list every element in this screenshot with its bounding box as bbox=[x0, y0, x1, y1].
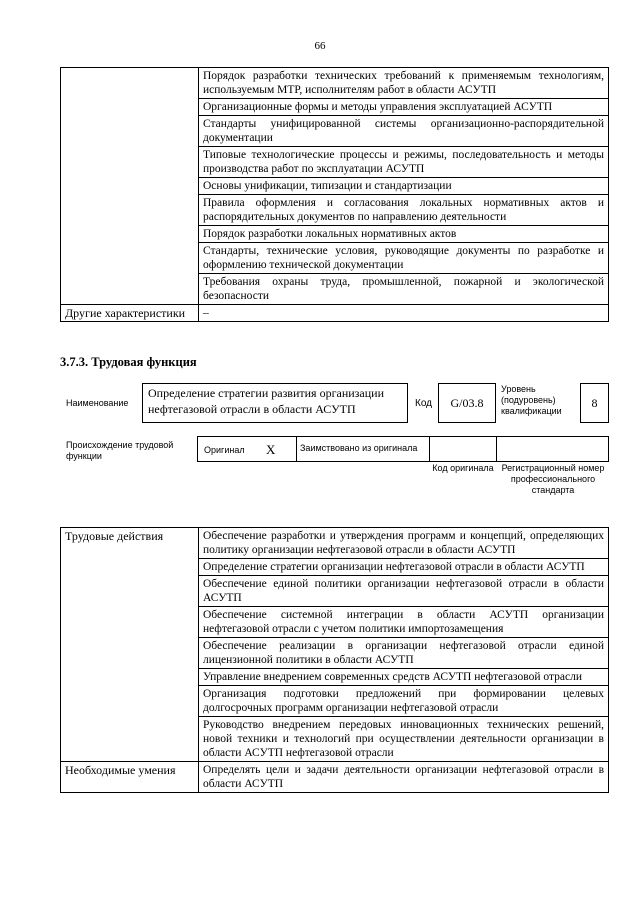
level-value: 8 bbox=[580, 383, 609, 423]
knowledge-item: Порядок разработки технических требований к применяемым технологиям, используемым МТР, исполнителям работ в области АСУТП bbox=[199, 68, 609, 99]
knowledge-item: Стандарты унифицированной системы организационно-распорядительной документации bbox=[199, 116, 609, 147]
code-value: G/03.8 bbox=[438, 383, 496, 423]
skill-item: Определять цели и задачи деятельности организации нефтегазовой отрасли в области АСУТП bbox=[199, 762, 609, 793]
code-label: Код bbox=[415, 398, 433, 409]
original-mark: X bbox=[266, 442, 276, 457]
action-item: Обеспечение единой политики организации нефтегазовой отрасли в области АСУТП bbox=[199, 576, 609, 607]
knowledge-item: Типовые технологические процессы и режимы, последовательность и методы производства работ по эксплуатации АСУТП bbox=[199, 147, 609, 178]
original-label: Оригинал bbox=[204, 445, 245, 455]
knowledge-item: Правила оформления и согласования локальных нормативных актов и распорядительных документов по направлению деятельности bbox=[199, 195, 609, 226]
reg-caption: Регистрационный номер профессионального стандарта bbox=[501, 463, 605, 495]
borrowed-label: Заимствовано из оригинала bbox=[300, 443, 418, 453]
original-cell bbox=[197, 436, 297, 462]
knowledge-item: Организационные формы и методы управления эксплуатацией АСУТП bbox=[199, 99, 609, 116]
knowledge-table bbox=[60, 67, 609, 322]
section-heading: 3.7.3. Трудовая функция bbox=[60, 355, 197, 369]
knowledge-item: Основы унификации, типизации и стандартизации bbox=[199, 178, 609, 195]
knowledge-row bbox=[61, 68, 609, 99]
name-label: Наименование bbox=[66, 398, 129, 408]
action-item: Обеспечение системной интеграции в области АСУТП организации нефтегазовой отрасли с учетом политики импортозамещения bbox=[199, 607, 609, 638]
labor-function-table bbox=[60, 527, 609, 793]
action-item: Обеспечение разработки и утверждения программ и концепций, определяющих политику организации нефтегазовой отрасли в области АСУТП bbox=[199, 528, 609, 559]
skills-label: Необходимые умения bbox=[61, 762, 199, 793]
actions-label: Трудовые действия bbox=[61, 528, 199, 762]
action-item: Обеспечение реализации в организации нефтегазовой отрасли единой лицензионной политики в области АСУТП bbox=[199, 638, 609, 669]
name-value: Определение стратегии развития организации нефтегазовой отрасли в области АСУТП bbox=[142, 383, 408, 423]
action-item: Определение стратегии организации нефтегазовой отрасли в области АСУТП bbox=[199, 559, 609, 576]
origin-reg-cell bbox=[496, 436, 609, 462]
origin-label: Происхождение трудовой функции bbox=[66, 440, 174, 461]
other-value: – bbox=[199, 305, 609, 322]
knowledge-item: Стандарты, технические условия, руководящие документы по разработке и оформлению технической документации bbox=[199, 243, 609, 274]
origin-code-cell bbox=[429, 436, 497, 462]
knowledge-item: Порядок разработки локальных нормативных актов bbox=[199, 226, 609, 243]
other-label: Другие характеристики bbox=[61, 305, 199, 322]
action-item: Организация подготовки предложений при формировании целевых долгосрочных программ организации нефтегазовой отрасли bbox=[199, 686, 609, 717]
action-item: Руководство внедрением передовых инновационных технических решений, новой техники и технологий при осуществлении деятельности организации в области АСУТП нефтегазовой отрасли bbox=[199, 717, 609, 762]
other-row bbox=[61, 305, 609, 322]
action-row bbox=[61, 528, 609, 559]
code-caption: Код оригинала bbox=[432, 463, 494, 473]
knowledge-label-cell bbox=[61, 68, 199, 305]
knowledge-item: Требования охраны труда, промышленной, пожарной и экологической безопасности bbox=[199, 274, 609, 305]
action-item: Управление внедрением современных средств АСУТП нефтегазовой отрасли bbox=[199, 669, 609, 686]
borrowed-cell bbox=[296, 436, 430, 462]
page-number: 66 bbox=[314, 40, 326, 52]
level-label: Уровень (подуровень) квалификации bbox=[501, 384, 562, 416]
skill-row bbox=[61, 762, 609, 793]
